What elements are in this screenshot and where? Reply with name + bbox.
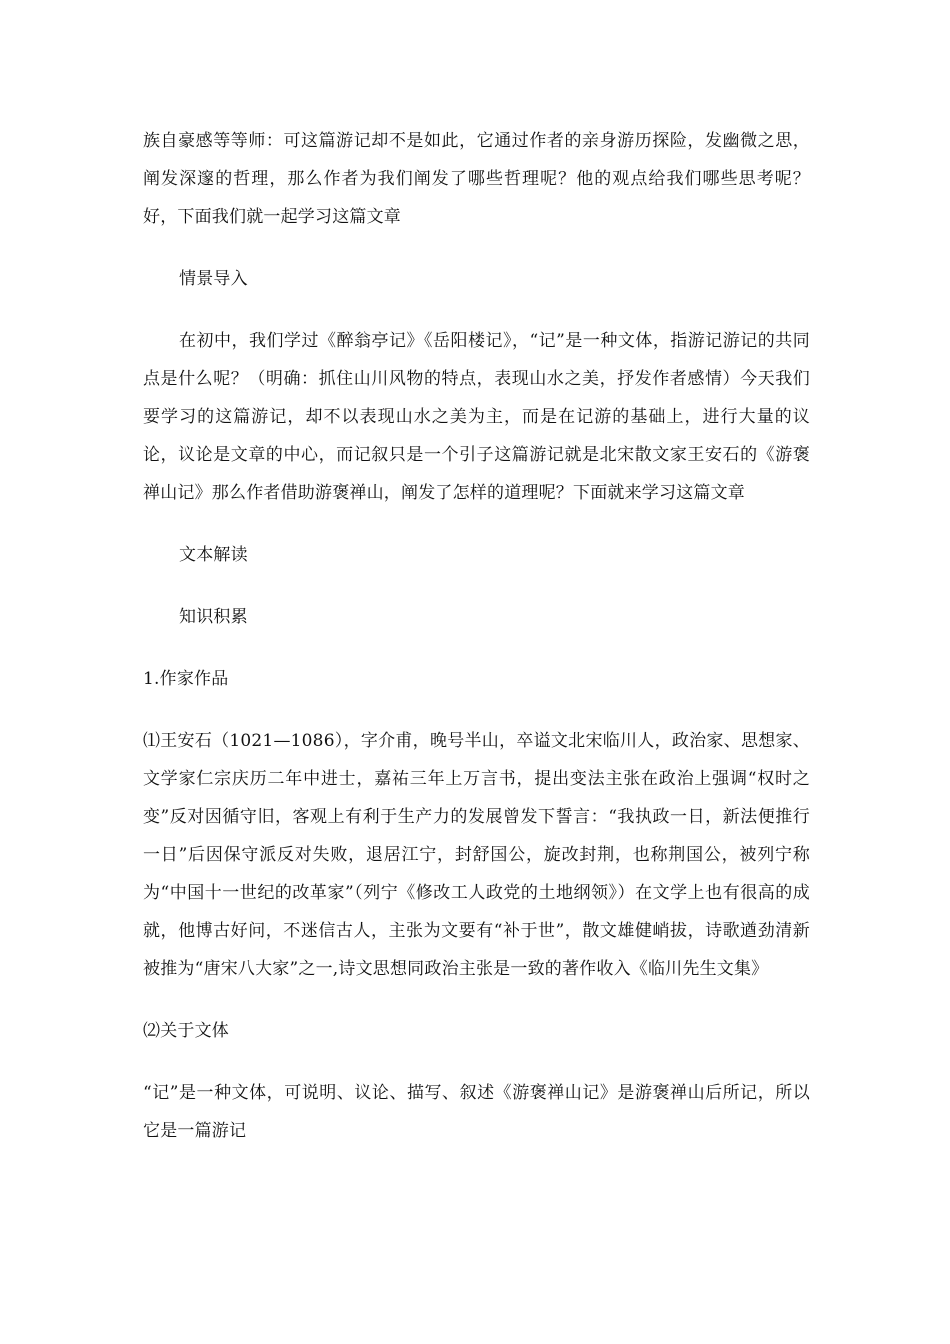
scene-intro-heading: 情景导入 bbox=[179, 269, 248, 289]
knowledge-heading: 知识积累 bbox=[179, 607, 248, 627]
author-paragraph: ⑴王安石（1021—1086），字介甫，晚号半山，卒谥文北宋临川人，政治家、思想家、文学家仁宗庆历二年中进士，嘉祐三年上万言书，提出变法主张在政治上强调“权时之变”反对因循守旧，客观上有利于生产力的发展曾发下誓言：“我执政一日，新法便推行一日”后因保守派反对失败，退居江宁，封舒国公，旋改封荆，也称荆国公，被列宁称为“中国十一世纪的改革家”（列宁《修改工人政党的土地纲领》）在文学上也有很高的成就，他博古好问，不迷信古人，主张为文要有“补于世”，散文雄健峭拔，诗歌遒劲清新被推为“唐宋八大家”之一,诗文思想同政治主张是一致的著作收入《临川先生文集》 bbox=[143, 731, 810, 979]
text-reading-heading: 文本解读 bbox=[179, 545, 248, 565]
genre-heading: ⑵关于文体 bbox=[143, 1021, 229, 1041]
intro-continuation-paragraph: 族自豪感等等师：可这篇游记却不是如此，它通过作者的亲身游历探险，发幽微之思，阐发深邃的哲理，那么作者为我们阐发了哪些哲理呢？他的观点给我们哪些思考呢？好，下面我们就一起学习这篇文章 bbox=[143, 131, 810, 227]
scene-intro-paragraph: 在初中，我们学过《醉翁亭记》《岳阳楼记》，“记”是一种文体，指游记游记的共同点是什么呢？（明确：抓住山川风物的特点，表现山水之美，抒发作者感情）今天我们要学习的这篇游记，却不以表现山水之美为主，而是在记游的基础上，进行大量的议论，议论是文章的中心，而记叙只是一个引子这篇游记就是北宋散文家王安石的《游褒禅山记》那么作者借助游褒禅山，阐发了怎样的道理呢？下面就来学习这篇文章 bbox=[143, 331, 810, 503]
author-works-heading: 1.作家作品 bbox=[143, 669, 229, 689]
genre-paragraph: “记”是一种文体，可说明、议论、描写、叙述《游褒禅山记》是游褒禅山后所记，所以它是一篇游记 bbox=[143, 1083, 810, 1141]
document-page bbox=[143, 122, 810, 1150]
